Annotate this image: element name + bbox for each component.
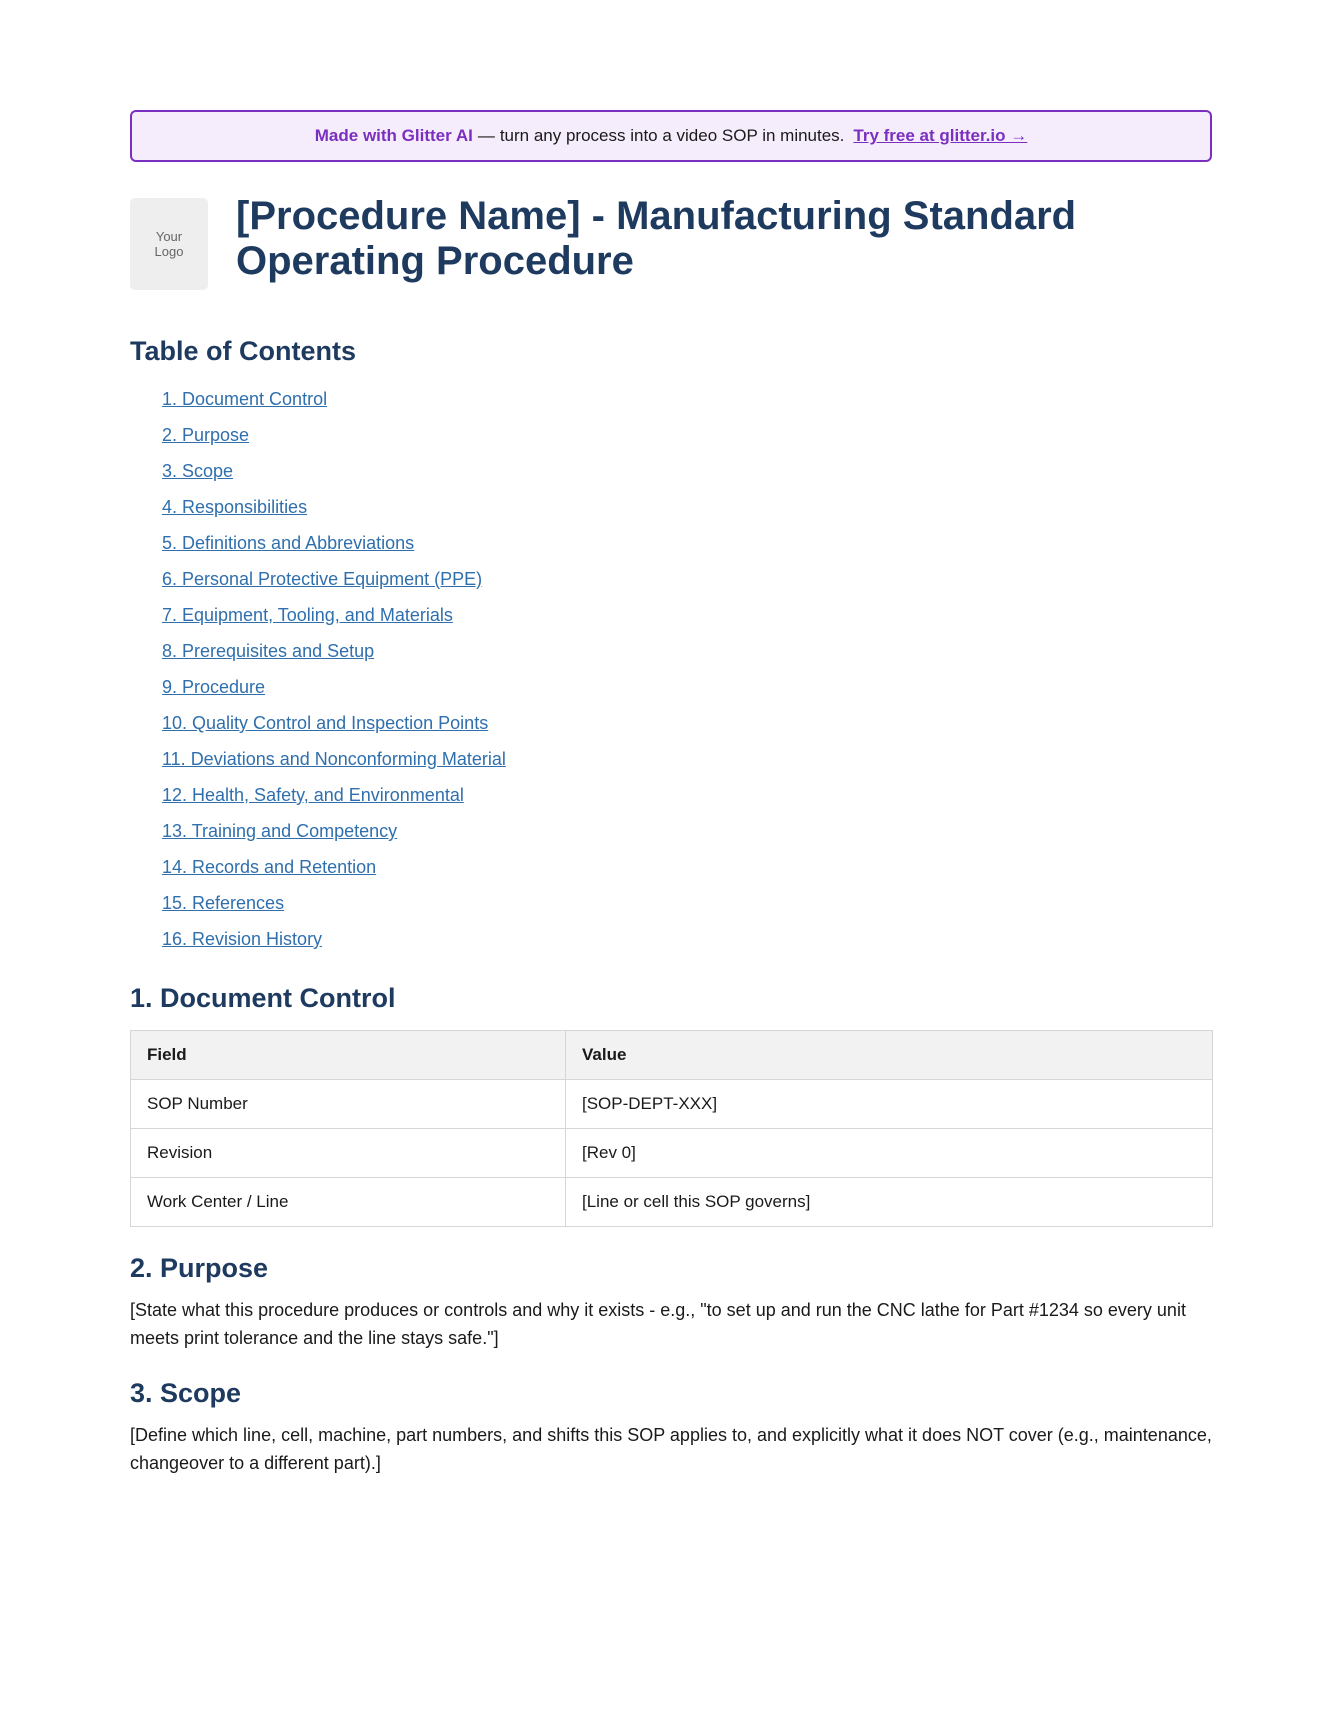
section-heading-purpose: 2. Purpose — [130, 1253, 269, 1283]
table-cell-field: Revision — [131, 1129, 566, 1178]
toc-link-quality-control[interactable]: 10. Quality Control and Inspection Points — [162, 713, 489, 733]
toc-item — [162, 817, 1212, 853]
table-cell-field: SOP Number — [131, 1080, 566, 1129]
toc-item — [162, 853, 1212, 889]
table-cell-value: [SOP-DEPT-XXX] — [566, 1080, 1213, 1129]
toc-link-purpose[interactable]: 2. Purpose — [162, 425, 250, 445]
toc-item — [162, 565, 1212, 601]
table-header-row — [131, 1031, 1213, 1080]
toc-link-responsibilities[interactable]: 4. Responsibilities — [162, 497, 308, 517]
banner-separator: — — [477, 126, 495, 145]
section-heading-scope: 3. Scope — [130, 1378, 242, 1408]
table-of-contents — [162, 385, 1212, 961]
toc-link-health-safety[interactable]: 12. Health, Safety, and Environmental — [162, 785, 464, 805]
table-cell-value: [Line or cell this SOP governs] — [566, 1178, 1213, 1227]
toc-link-equipment[interactable]: 7. Equipment, Tooling, and Materials — [162, 605, 453, 625]
table-cell-value: [Rev 0] — [566, 1129, 1213, 1178]
toc-link-deviations[interactable]: 11. Deviations and Nonconforming Material — [162, 749, 506, 769]
toc-link-prerequisites[interactable]: 8. Prerequisites and Setup — [162, 641, 375, 661]
page-title: [Procedure Name] - Manufacturing Standard Operating Procedure — [236, 194, 1077, 283]
toc-link-definitions[interactable]: 5. Definitions and Abbreviations — [162, 533, 415, 553]
toc-link-revision-history[interactable]: 16. Revision History — [162, 929, 323, 949]
toc-item — [162, 925, 1212, 961]
banner-cta-link[interactable]: Try free at glitter.io → — [853, 126, 1028, 145]
toc-link-document-control[interactable]: 1. Document Control — [162, 389, 328, 409]
logo-placeholder: Your Logo — [130, 198, 208, 290]
document-control-table — [130, 1030, 1213, 1227]
toc-item — [162, 493, 1212, 529]
toc-item — [162, 745, 1212, 781]
table-row — [131, 1129, 1213, 1178]
toc-item — [162, 781, 1212, 817]
table-row — [131, 1080, 1213, 1129]
toc-heading: Table of Contents — [130, 336, 356, 366]
column-header-value: Value — [566, 1031, 1213, 1080]
table-cell-field: Work Center / Line — [131, 1178, 566, 1227]
document-header — [130, 194, 1212, 290]
section-heading-document-control: 1. Document Control — [130, 983, 396, 1013]
toc-item — [162, 457, 1212, 493]
column-header-field: Field — [131, 1031, 566, 1080]
toc-link-ppe[interactable]: 6. Personal Protective Equipment (PPE) — [162, 569, 483, 589]
toc-item — [162, 889, 1212, 925]
toc-item — [162, 529, 1212, 565]
toc-item — [162, 709, 1212, 745]
table-row — [131, 1178, 1213, 1227]
toc-item — [162, 601, 1212, 637]
toc-item — [162, 673, 1212, 709]
toc-item — [162, 637, 1212, 673]
toc-link-references[interactable]: 15. References — [162, 893, 285, 913]
banner-text: turn any process into a video SOP in minutes. — [499, 126, 845, 145]
toc-link-scope[interactable]: 3. Scope — [162, 461, 234, 481]
toc-item — [162, 421, 1212, 457]
toc-link-procedure[interactable]: 9. Procedure — [162, 677, 266, 697]
banner-brand: Made with Glitter AI — [314, 126, 473, 145]
scope-text: [Define which line, cell, machine, part numbers, and shifts this SOP applies to, and explicitly what it does NOT cover (e.g., maintenance, changeover to a different part).] — [130, 1425, 1212, 1473]
toc-item — [162, 385, 1212, 421]
promo-banner — [130, 110, 1212, 162]
toc-link-training[interactable]: 13. Training and Competency — [162, 821, 398, 841]
purpose-text: [State what this procedure produces or controls and why it exists - e.g., "to set up and run the CNC lathe for Part #1234 so every unit meets print tolerance and the line stays safe."] — [130, 1300, 1186, 1348]
toc-link-records[interactable]: 14. Records and Retention — [162, 857, 377, 877]
